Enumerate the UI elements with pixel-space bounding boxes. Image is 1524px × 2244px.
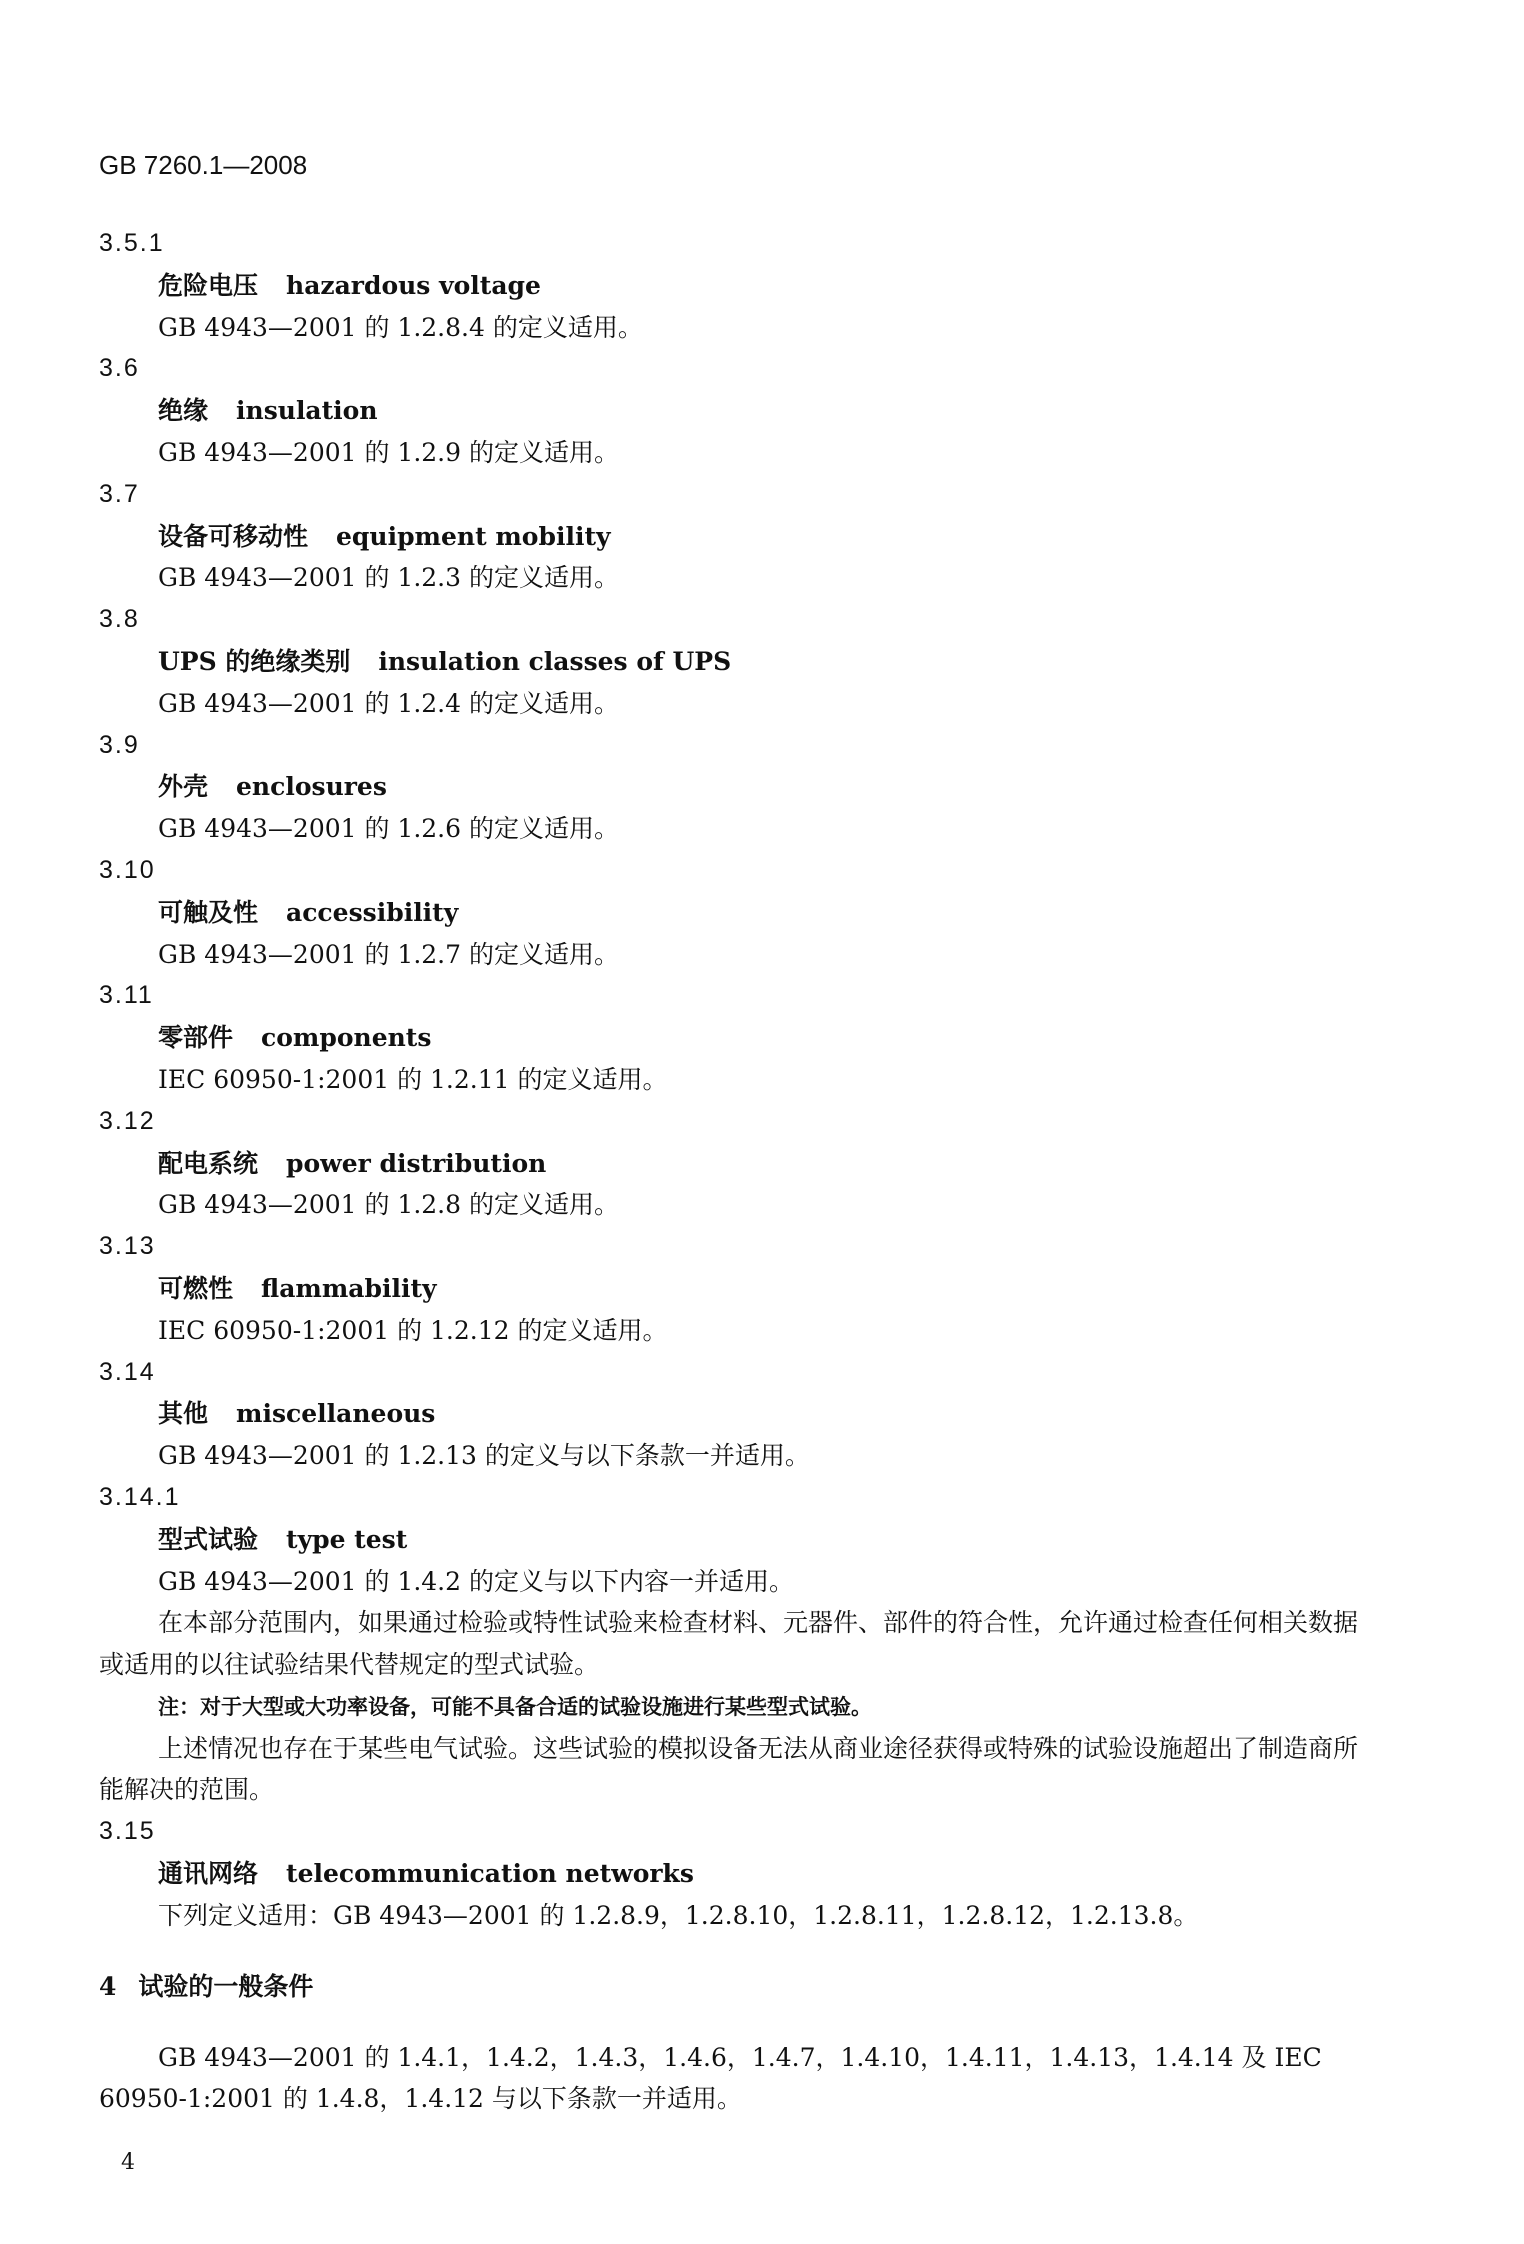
type-test-paragraph: 在本部分范围内，如果通过检验或特性试验来检查材料、元器件、部件的符合性，允许通过检查任何相关数据或适用的以往试验结果代替规定的型式试验。 [99, 1608, 1359, 1680]
page-number: 4 [121, 2150, 135, 2175]
term-english: components [261, 1023, 432, 1053]
term-chinese: 外壳 [158, 772, 209, 802]
term-english: insulation [236, 396, 378, 426]
term-title [99, 641, 1379, 683]
term-number: 3.9 [99, 730, 140, 759]
term-number: 3.8 [99, 605, 140, 634]
term-english: hazardous voltage [286, 270, 541, 300]
term-chinese: UPS 的绝缘类别 [158, 646, 351, 676]
term-chinese: 危险电压 [158, 270, 259, 300]
term-definition: GB 4943—2001 的 1.2.8 的定义适用。 [158, 1190, 619, 1220]
term-title [99, 516, 1379, 558]
term-title [99, 1017, 1379, 1059]
term-definition: GB 4943—2001 的 1.2.9 的定义适用。 [158, 437, 619, 467]
term-number: 3.12 [99, 1106, 156, 1135]
term-number: 3.13 [99, 1232, 156, 1261]
term-number: 3.5.1 [99, 229, 165, 257]
term-definition: GB 4943—2001 的 1.4.2 的定义与以下内容一并适用。 [158, 1566, 794, 1596]
document-body [99, 223, 1379, 2120]
term-definition: GB 4943—2001 的 1.2.7 的定义适用。 [158, 939, 619, 969]
term-title [99, 766, 1379, 808]
term-chinese: 可触及性 [158, 897, 259, 927]
term-definition: IEC 60950-1:2001 的 1.2.11 的定义适用。 [158, 1064, 668, 1094]
term-chinese: 配电系统 [158, 1148, 259, 1178]
term-english: enclosures [236, 772, 387, 802]
term-title [99, 1519, 1379, 1561]
term-number: 3.14.1 [99, 1482, 181, 1511]
term-english: insulation classes of UPS [378, 646, 732, 676]
term-english: equipment mobility [336, 521, 611, 551]
term-definition: GB 4943—2001 的 1.2.6 的定义适用。 [158, 814, 619, 844]
term-definition: GB 4943—2001 的 1.2.4 的定义适用。 [158, 688, 619, 718]
section-number: 4 [99, 1971, 117, 2001]
term-number: 3.14 [99, 1357, 156, 1386]
term-title [99, 1853, 1379, 1895]
term-definition: GB 4943—2001 的 1.2.8.4 的定义适用。 [158, 312, 643, 342]
term-chinese: 其他 [158, 1399, 209, 1429]
term-title [99, 892, 1379, 934]
spacer [99, 2017, 1379, 2037]
term-english: flammability [261, 1273, 437, 1303]
term-title [99, 1143, 1379, 1185]
term-english: telecommunication networks [286, 1859, 694, 1889]
term-title [99, 265, 1379, 307]
term-english: type test [286, 1524, 408, 1554]
term-number: 3.11 [99, 981, 154, 1010]
term-title [99, 1268, 1379, 1310]
term-chinese: 可燃性 [158, 1273, 234, 1303]
type-test-paragraph: 上述情况也存在于某些电气试验。这些试验的模拟设备无法从商业途径获得或特殊的试验设施超出了制造商所能解决的范围。 [99, 1733, 1359, 1805]
section-title: 试验的一般条件 [138, 1971, 314, 2001]
term-definition: 下列定义适用：GB 4943—2001 的 1.2.8.9，1.2.8.10，1.2.8.11，1.2.8.12，1.2.13.8。 [158, 1900, 1199, 1930]
term-number: 3.7 [99, 479, 140, 508]
term-number: 3.6 [99, 354, 140, 383]
term-chinese: 通讯网络 [158, 1859, 259, 1889]
term-chinese: 型式试验 [158, 1524, 259, 1554]
section-body: GB 4943—2001 的 1.4.1，1.4.2，1.4.3，1.4.6，1.4.7，1.4.10，1.4.11，1.4.13，1.4.14 及 IEC 60950-1:2001 的 1.4.8，1.4.12 与以下条款一并适用。 [99, 2042, 1322, 2114]
term-definition: GB 4943—2001 的 1.2.13 的定义与以下条款一并适用。 [158, 1441, 810, 1471]
term-chinese: 绝缘 [158, 396, 209, 426]
term-number: 3.15 [99, 1817, 156, 1846]
term-chinese: 设备可移动性 [158, 521, 309, 551]
term-title [99, 390, 1379, 432]
section-heading [99, 1957, 1379, 2017]
term-english: miscellaneous [236, 1399, 436, 1429]
term-number: 3.10 [99, 855, 156, 884]
term-english: power distribution [286, 1148, 547, 1178]
note: 注：对于大型或大功率设备，可能不具备合适的试验设施进行某些型式试验。 [158, 1693, 872, 1719]
document-header: GB 7260.1—2008 [99, 150, 308, 180]
term-chinese: 零部件 [158, 1023, 234, 1053]
term-definition: IEC 60950-1:2001 的 1.2.12 的定义适用。 [158, 1315, 668, 1345]
term-english: accessibility [286, 897, 459, 927]
term-title [99, 1393, 1379, 1435]
term-definition: GB 4943—2001 的 1.2.3 的定义适用。 [158, 563, 619, 593]
